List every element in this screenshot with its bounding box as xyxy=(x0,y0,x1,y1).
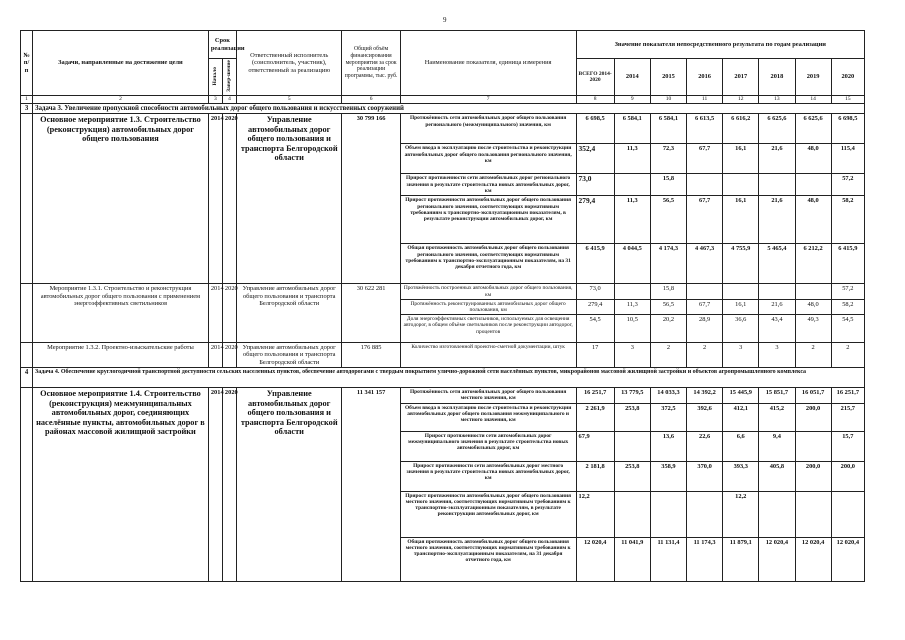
value-cell: 56,5 xyxy=(650,196,686,244)
value-cell: 73,0 xyxy=(576,174,614,196)
measure-executor: Управление автомобильных дорог общего пользования и транспорта Белгородской области xyxy=(236,114,341,284)
indicator: Прирост протяженности сети автомобильных дорог местного значения в результате строительства новых автомобильных дорог, км xyxy=(400,461,576,491)
value-cell: 11 131,4 xyxy=(650,537,686,581)
col-index: 15 xyxy=(831,96,864,103)
value-cell: 13 779,5 xyxy=(614,388,650,403)
value-cell: 6 616,2 xyxy=(723,114,759,144)
value-cell xyxy=(687,284,723,299)
header-end: Завер-шение xyxy=(222,59,236,96)
value-cell: 6 415,9 xyxy=(576,244,614,284)
indicator: Протяжённость сети автомобильных дорог общего пользования регионального (межмуниципального) значения, км xyxy=(400,114,576,144)
value-cell: 6 584,1 xyxy=(650,114,686,144)
task-row xyxy=(21,103,865,114)
value-cell: 16 251,7 xyxy=(576,388,614,403)
value-cell: 10,5 xyxy=(614,315,650,343)
measure-volume: 30 799 166 xyxy=(342,114,400,284)
program-table xyxy=(20,30,865,582)
measure-executor: Управление автомобильных дорог общего пользования и транспорта Белгородской области xyxy=(236,343,341,368)
value-cell: 6 613,5 xyxy=(687,114,723,144)
value-cell: 412,1 xyxy=(723,403,759,431)
task-num: 4 xyxy=(21,368,33,388)
value-cell: 15,8 xyxy=(650,174,686,196)
col-index: 14 xyxy=(795,96,831,103)
value-cell: 67,7 xyxy=(687,144,723,174)
value-cell: 2 xyxy=(650,343,686,368)
value-cell: 4 174,3 xyxy=(650,244,686,284)
value-cell: 17 xyxy=(576,343,614,368)
value-cell xyxy=(759,491,795,537)
indicator: Прирост протяженности автомобильных дорог общего пользования регионального значения, соответствующих нормативным требованиям к транспортно-эксплуатационным показателям, в результате реконструкции автомобильных дорог, км xyxy=(400,196,576,244)
header-year: 2017 xyxy=(723,59,759,96)
value-cell: 4 044,5 xyxy=(614,244,650,284)
col-index: 4 xyxy=(222,96,236,103)
value-cell xyxy=(723,174,759,196)
measure-end: 2020 xyxy=(222,284,236,343)
value-cell: 253,8 xyxy=(614,403,650,431)
value-cell: 21,6 xyxy=(759,196,795,244)
value-cell: 2 xyxy=(831,343,864,368)
value-cell: 6 212,2 xyxy=(795,244,831,284)
col-index: 10 xyxy=(650,96,686,103)
value-cell: 49,3 xyxy=(795,315,831,343)
indicator: Прирост протяженности сети автомобильных дорог межмуниципального значения в результате строительства новых автомобильных дорог, км xyxy=(400,431,576,461)
value-cell: 16,1 xyxy=(723,299,759,314)
value-cell: 21,6 xyxy=(759,299,795,314)
value-cell: 279,4 xyxy=(576,196,614,244)
value-cell: 6 415,9 xyxy=(831,244,864,284)
col-index: 5 xyxy=(236,96,341,103)
value-cell: 16,1 xyxy=(723,144,759,174)
page-number: 9 xyxy=(443,16,447,24)
value-cell: 15 445,9 xyxy=(723,388,759,403)
value-cell: 4 467,3 xyxy=(687,244,723,284)
value-cell: 2 xyxy=(687,343,723,368)
value-cell: 3 xyxy=(723,343,759,368)
value-cell: 115,4 xyxy=(831,144,864,174)
value-cell: 6,6 xyxy=(723,431,759,461)
indicator: Протяжённость построенных автомобильных дорог общего пользования, км xyxy=(400,284,576,299)
value-cell: 16 251,7 xyxy=(831,388,864,403)
col-index: 7 xyxy=(400,96,576,103)
value-cell: 48,0 xyxy=(795,196,831,244)
value-cell: 54,5 xyxy=(831,315,864,343)
value-cell: 15,8 xyxy=(650,284,686,299)
value-cell: 12 020,4 xyxy=(831,537,864,581)
header-year: 2019 xyxy=(795,59,831,96)
value-cell: 58,2 xyxy=(831,299,864,314)
measure-volume: 176 885 xyxy=(342,343,400,368)
value-cell: 43,4 xyxy=(759,315,795,343)
value-cell: 392,6 xyxy=(687,403,723,431)
value-cell: 405,8 xyxy=(759,461,795,491)
measure-name: Основное мероприятие 1.4. Строительство (реконструкция) межмуниципальных автомобильных дорог, соединяющих населённые пункты, автомобильных дорог в районах массовой жилищной застройки xyxy=(33,388,209,581)
value-cell xyxy=(795,284,831,299)
header-start: Начало xyxy=(208,59,222,96)
col-index: 1 xyxy=(21,96,33,103)
value-cell: 22,6 xyxy=(687,431,723,461)
indicator: Доля энергоэффективных светильников, используемых для освещения автодорог, в общем объёме светильников после реконструкции автодорог, процентов xyxy=(400,315,576,343)
value-cell: 6 625,6 xyxy=(759,114,795,144)
value-cell: 48,0 xyxy=(795,299,831,314)
col-index: 8 xyxy=(576,96,614,103)
indicator: Общая протяженность автомобильных дорог общего пользования регионального значения, соответствующих нормативным требованиям к транспортно-эксплуатационным показателям, на 31 декабря отчетного года, км xyxy=(400,244,576,284)
value-cell: 48,0 xyxy=(795,144,831,174)
value-cell xyxy=(831,491,864,537)
value-cell: 12 020,4 xyxy=(759,537,795,581)
value-cell: 54,5 xyxy=(576,315,614,343)
header-values-title: Значение показателя непосредственного результата по годам реализации xyxy=(576,31,864,59)
value-cell: 11,3 xyxy=(614,299,650,314)
indicator: Количество изготовленной проектно-сметной документации, штук xyxy=(400,343,576,368)
measure-executor: Управление автомобильных дорог общего пользования и транспорта Белгородской области xyxy=(236,284,341,343)
value-cell: 14 033,3 xyxy=(650,388,686,403)
col-index: 13 xyxy=(759,96,795,103)
value-cell: 15,7 xyxy=(831,431,864,461)
task-title: Задача 3. Увеличение пропускной способности автомобильных дорог общего пользования и искусственных сооружений xyxy=(33,103,865,114)
measure-name: Мероприятие 1.3.2. Проектно-изыскательские работы xyxy=(33,343,209,368)
value-cell xyxy=(687,491,723,537)
value-cell: 56,5 xyxy=(650,299,686,314)
value-cell: 11 041,9 xyxy=(614,537,650,581)
value-cell xyxy=(614,431,650,461)
col-index: 3 xyxy=(208,96,222,103)
value-cell: 12,2 xyxy=(576,491,614,537)
header-tasks: Задачи, направленные на достижение цели xyxy=(33,31,209,96)
value-cell: 6 625,6 xyxy=(795,114,831,144)
value-cell: 3 xyxy=(759,343,795,368)
indicator: Прирост протяженности сети автомобильных дорог регионального значения в результате строительства новых автомобильных дорог, км xyxy=(400,174,576,196)
col-index: 2 xyxy=(33,96,209,103)
value-cell: 14 392,2 xyxy=(687,388,723,403)
col-index: 6 xyxy=(342,96,400,103)
value-cell: 12,2 xyxy=(723,491,759,537)
value-cell xyxy=(650,491,686,537)
value-cell: 20,2 xyxy=(650,315,686,343)
value-cell: 358,9 xyxy=(650,461,686,491)
task-num: 3 xyxy=(21,103,33,114)
value-cell: 2 xyxy=(795,343,831,368)
value-cell: 58,2 xyxy=(831,196,864,244)
measure-executor: Управление автомобильных дорог общего пользования и транспорта Белгородской области xyxy=(236,388,341,581)
value-cell: 72,3 xyxy=(650,144,686,174)
table-row xyxy=(21,388,865,403)
header-executor: Ответственный исполнитель (соисполнитель, участник), ответственный за реализацию xyxy=(236,31,341,96)
measure-name: Мероприятие 1.3.1. Строительство и реконструкция автомобильных дорог общего пользования с применением энергоэффективных светильников xyxy=(33,284,209,343)
value-cell: 67,9 xyxy=(576,431,614,461)
value-cell: 6 584,1 xyxy=(614,114,650,144)
value-cell xyxy=(795,431,831,461)
value-cell: 11 174,3 xyxy=(687,537,723,581)
value-cell: 370,0 xyxy=(687,461,723,491)
value-cell: 393,3 xyxy=(723,461,759,491)
header-year: 2018 xyxy=(759,59,795,96)
header-row xyxy=(21,31,865,59)
value-cell: 352,4 xyxy=(576,144,614,174)
value-cell: 279,4 xyxy=(576,299,614,314)
header-year: 2020 xyxy=(831,59,864,96)
header-num: № п/п xyxy=(21,31,33,96)
measure-start: 2014 xyxy=(208,388,222,581)
task-row xyxy=(21,368,865,388)
value-cell: 200,0 xyxy=(795,403,831,431)
value-cell: 73,0 xyxy=(576,284,614,299)
value-cell: 15 851,7 xyxy=(759,388,795,403)
measure-volume: 30 622 281 xyxy=(342,284,400,343)
value-cell: 67,7 xyxy=(687,196,723,244)
value-cell xyxy=(723,284,759,299)
value-cell: 200,0 xyxy=(795,461,831,491)
indicator: Протяжённость реконструированных автомобильных дорог общего пользования, км xyxy=(400,299,576,314)
table-row xyxy=(21,284,865,299)
measure-start: 2014 xyxy=(208,343,222,368)
table-row xyxy=(21,114,865,144)
measure-start: 2014 xyxy=(208,114,222,284)
value-cell: 215,7 xyxy=(831,403,864,431)
indicator: Прирост протяженности автомобильных дорог общего пользования местного значения, соответствующих нормативным требованиям к транспортно-эксплуатационным показателям, в результате реконструкции автомобильных дорог, км xyxy=(400,491,576,537)
header-year: 2015 xyxy=(650,59,686,96)
value-cell xyxy=(687,174,723,196)
value-cell: 200,0 xyxy=(831,461,864,491)
header-volume: Общий объём финансирования мероприятия за срок реализации программы, тыс. руб. xyxy=(342,31,400,96)
value-cell: 3 xyxy=(614,343,650,368)
value-cell: 21,6 xyxy=(759,144,795,174)
value-cell: 67,7 xyxy=(687,299,723,314)
value-cell: 11,3 xyxy=(614,144,650,174)
header-total: ВСЕГО 2014-2020 xyxy=(576,59,614,96)
value-cell: 2 261,9 xyxy=(576,403,614,431)
value-cell: 36,6 xyxy=(723,315,759,343)
measure-end: 2020 xyxy=(222,343,236,368)
value-cell: 28,9 xyxy=(687,315,723,343)
value-cell: 372,5 xyxy=(650,403,686,431)
value-cell: 6 698,5 xyxy=(831,114,864,144)
value-cell: 2 181,8 xyxy=(576,461,614,491)
value-cell: 253,8 xyxy=(614,461,650,491)
indicator: Общая протяженность автомобильных дорог общего пользования местного значения, соответствующих нормативным требованиям к транспортно-эксплуатационным показателям, на 31 декабря отчетного года, км xyxy=(400,537,576,581)
value-cell xyxy=(795,174,831,196)
measure-start: 2014 xyxy=(208,284,222,343)
value-cell xyxy=(614,491,650,537)
col-index: 9 xyxy=(614,96,650,103)
measure-name: Основное мероприятие 1.3. Строительство (реконструкция) автомобильных дорог общего пользования xyxy=(33,114,209,284)
value-cell xyxy=(614,174,650,196)
value-cell: 16 051,7 xyxy=(795,388,831,403)
value-cell: 5 465,4 xyxy=(759,244,795,284)
value-cell: 6 698,5 xyxy=(576,114,614,144)
indicator: Объем ввода в эксплуатацию после строительства и реконструкции автомобильных дорог общего пользования регионального значения, км xyxy=(400,144,576,174)
value-cell: 16,1 xyxy=(723,196,759,244)
indicator: Протяжённость сети автомобильных дорог общего пользования местного значения, км xyxy=(400,388,576,403)
measure-volume: 11 341 157 xyxy=(342,388,400,581)
value-cell: 9,4 xyxy=(759,431,795,461)
value-cell: 12 020,4 xyxy=(576,537,614,581)
value-cell xyxy=(759,174,795,196)
header-year: 2016 xyxy=(687,59,723,96)
task-title: Задача 4. Обеспечение круглогодичной транспортной доступности сельских населенных пунктов, обеспечение автодорогами с твердым покрытием улично-дорожной сети населённых пунктов, микрорайонов массовой жилищной застройки и объектов агропромышленного комплекса xyxy=(33,368,865,388)
col-index: 11 xyxy=(687,96,723,103)
value-cell: 12 020,4 xyxy=(795,537,831,581)
measure-end: 2020 xyxy=(222,388,236,581)
measure-end: 2020 xyxy=(222,114,236,284)
indicator: Объем ввода в эксплуатацию после строительства и реконструкции автомобильных дорог общего пользования межмуниципального и местного значения, км xyxy=(400,403,576,431)
header-indicator: Наименование показателя, единица измерения xyxy=(400,31,576,96)
value-cell: 415,2 xyxy=(759,403,795,431)
header-year: 2014 xyxy=(614,59,650,96)
value-cell: 57,2 xyxy=(831,284,864,299)
header-term: Срок реализации xyxy=(208,31,236,59)
value-cell: 11,3 xyxy=(614,196,650,244)
column-index-row xyxy=(21,96,865,103)
col-index: 12 xyxy=(723,96,759,103)
value-cell: 11 879,1 xyxy=(723,537,759,581)
table-row xyxy=(21,343,865,368)
value-cell xyxy=(759,284,795,299)
value-cell xyxy=(614,284,650,299)
value-cell xyxy=(795,491,831,537)
value-cell: 13,6 xyxy=(650,431,686,461)
value-cell: 4 755,9 xyxy=(723,244,759,284)
value-cell: 57,2 xyxy=(831,174,864,196)
